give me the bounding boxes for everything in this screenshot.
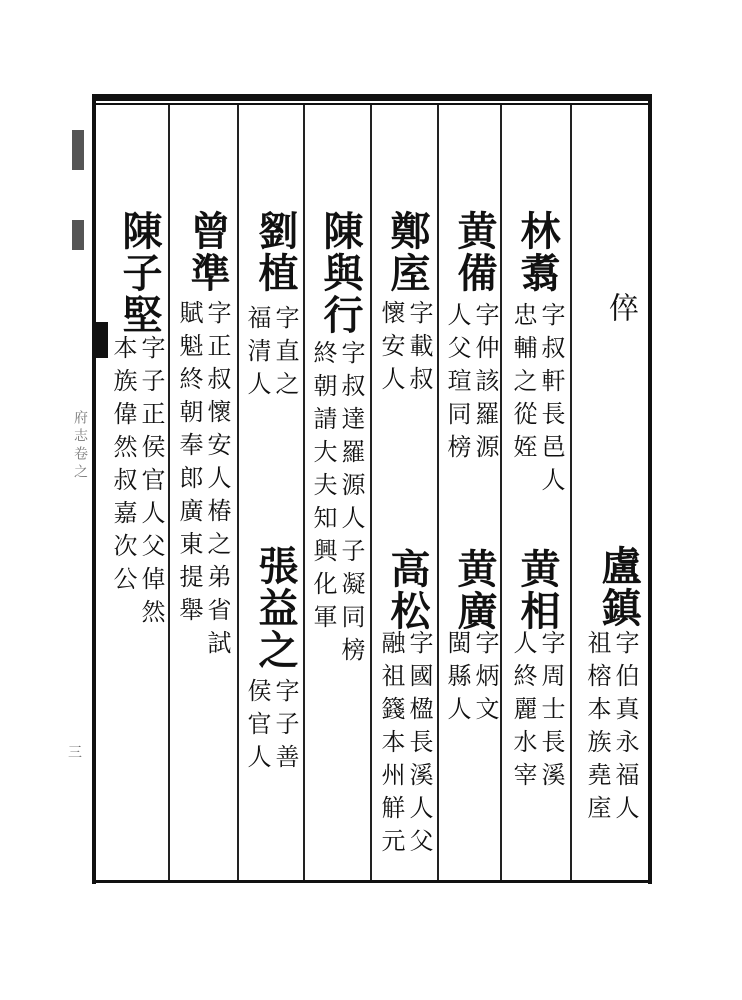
entry-note: 人父瑄同榜: [443, 302, 471, 467]
column-rule: [303, 105, 305, 880]
entry-name: 盧鎮: [595, 545, 642, 629]
entry-note: 字國楹長溪人父: [405, 630, 433, 861]
entry-note: 本族偉然叔嘉次公: [109, 335, 137, 599]
entry-note: 字炳文: [471, 630, 499, 729]
frame-top-inner-border: [92, 103, 652, 105]
entry-note: 字載叔: [405, 300, 433, 399]
entry-note: 字直之: [271, 305, 299, 404]
entry-note: 字仲該羅源: [471, 302, 499, 467]
entry-name: 黄廣: [451, 548, 498, 632]
fishtail-mark: [92, 322, 108, 358]
column-rule: [237, 105, 239, 880]
entry-note: 終朝請大夫知興化軍: [309, 340, 337, 637]
entry-name: 高松: [384, 548, 431, 632]
margin-mark: [72, 130, 84, 170]
frame-top-border: [92, 94, 652, 101]
entry-note: 字子正侯官人父倬然: [137, 335, 165, 632]
entry-note: 字子善: [271, 678, 299, 777]
column-rule: [500, 105, 502, 880]
column-rule: [370, 105, 372, 880]
entry-name: 黄相: [514, 548, 561, 632]
entry-note: 賦魁終朝奉郎廣東提舉: [175, 300, 203, 630]
gutter-title: 府志卷之: [72, 410, 88, 482]
entry-note: 融祖籛本州觧元: [377, 630, 405, 861]
entry-name: 曾準: [184, 210, 231, 294]
frame-bottom-border: [92, 880, 652, 883]
entry-name: 林翥: [514, 210, 561, 294]
entry-note: 字正叔懷安人椿之弟省試: [203, 300, 231, 663]
column-rule: [437, 105, 439, 880]
frame-right-border: [648, 94, 652, 884]
entry-note: 懷安人: [377, 300, 405, 399]
entry-name: 黄備: [451, 210, 498, 294]
entry-name: 陳與行: [317, 210, 364, 336]
folio-number: 三: [68, 745, 82, 761]
entry-name: 劉植: [252, 210, 299, 294]
column-rule: [168, 105, 170, 880]
section-heading: 倅: [603, 292, 638, 324]
entry-note: 福清人: [243, 305, 271, 404]
entry-note: 閩縣人: [443, 630, 471, 729]
entry-name: 鄭庢: [384, 210, 431, 294]
margin-mark: [72, 220, 84, 250]
entry-name: 張益之: [252, 545, 299, 671]
entry-note: 祖榕本族堯庢: [583, 630, 611, 828]
entry-name: 陳子堅: [116, 210, 163, 336]
entry-note: 字周士長溪: [537, 630, 565, 795]
entry-note: 侯官人: [243, 678, 271, 777]
entry-note: 忠輔之從姪: [509, 302, 537, 467]
entry-note: 字伯真永福人: [611, 630, 639, 828]
entry-note: 人終麗水宰: [509, 630, 537, 795]
entry-note: 字叔達羅源人子凝同榜: [337, 340, 365, 670]
frame-left-border: [92, 94, 96, 884]
column-rule: [570, 105, 572, 880]
entry-note: 字叔軒長邑人: [537, 302, 565, 500]
